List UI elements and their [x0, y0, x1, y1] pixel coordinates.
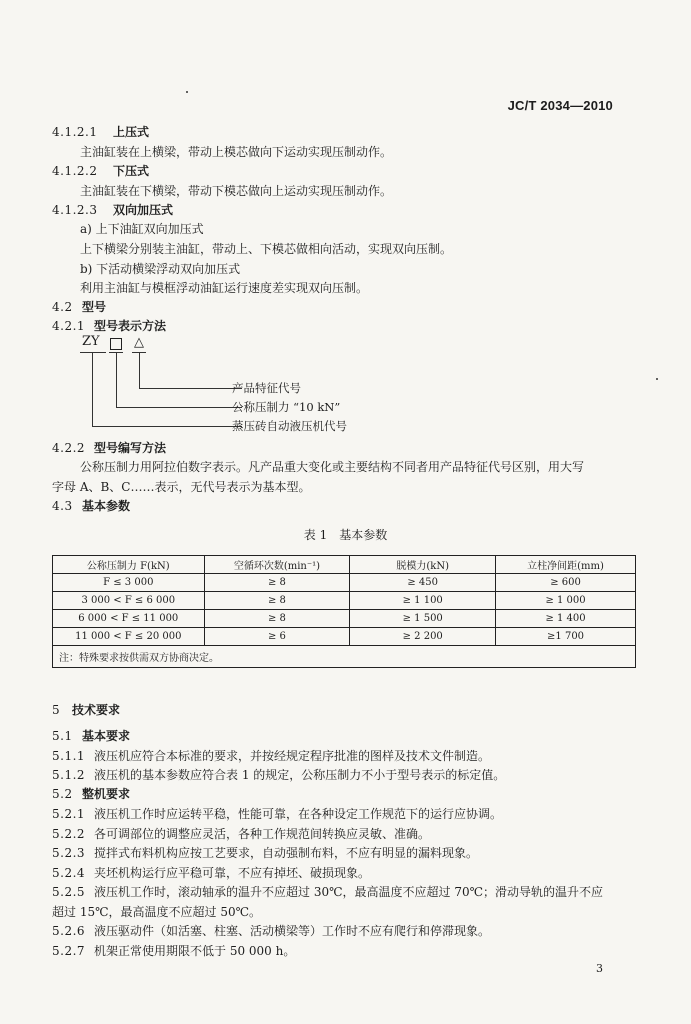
heading-5: 5 技术要求	[52, 703, 121, 717]
label-machine-code: 蒸压砖自动液压机代号	[232, 419, 347, 433]
heading-4122: 4.1.2.2 下压式	[52, 164, 150, 178]
table-cell: ≥ 1 500	[350, 610, 496, 628]
clause-526: 5.2.6 液压驱动件（如活塞、柱塞、活动横梁等）工作时不应有爬行和停滞现象。	[52, 924, 491, 938]
leader-feature-horizontal	[139, 388, 242, 389]
table-cell: ≥ 2 200	[350, 628, 496, 646]
clause-524: 5.2.4 夹坯机构运行应平稳可靠，不应有掉坯、破损现象。	[52, 866, 371, 880]
table-cell: ≥ 450	[350, 574, 496, 592]
leader-machine-horizontal	[92, 426, 242, 427]
leader-force-vertical	[116, 353, 117, 407]
table-cell: ≥ 1 000	[496, 592, 636, 610]
table-row	[53, 610, 636, 628]
feature-placeholder-triangle: △	[134, 335, 144, 350]
table-cell: ≥ 600	[496, 574, 636, 592]
leader-feature-vertical	[139, 353, 140, 388]
clause-525: 5.2.5 液压机工作时，滚动轴承的温升不应超过 30℃，最高温度不应超过 70℃；滑动导轨的温升不应	[52, 885, 604, 899]
list-item-b: b) 下活动横梁浮动双向加压式	[80, 262, 241, 276]
table-row	[53, 592, 636, 610]
clause-525-continued: 超过 15℃，最高温度不应超过 50℃。	[52, 905, 262, 919]
model-code-diagram	[80, 332, 400, 442]
paragraph-b: 利用主油缸与模框浮动油缸运行速度差实现双向压制。	[80, 281, 369, 295]
paragraph-4122: 主油缸装在下横梁，带动下模芯做向上运动实现压制动作。	[80, 184, 393, 198]
force-placeholder-box	[110, 338, 122, 350]
heading-51: 5.1 基本要求	[52, 729, 131, 743]
table-note-row	[53, 646, 636, 668]
label-nominal-force: 公称压制力 “10 kN”	[232, 400, 341, 414]
table-cell: ≥ 6	[204, 628, 350, 646]
table-row	[53, 574, 636, 592]
table-header-cell: 公称压制力 F(kN)	[53, 556, 205, 574]
table-cell: 6 000 < F ≤ 11 000	[53, 610, 205, 628]
underline-prefix	[80, 352, 106, 353]
table-cell: ≥ 1 400	[496, 610, 636, 628]
standard-code: JC/T 2034—2010	[507, 98, 613, 113]
table-cell: ≥ 8	[204, 574, 350, 592]
clause-523: 5.2.3 搅拌式布料机构应按工艺要求，自动强制布料，不应有明显的漏料现象。	[52, 846, 479, 860]
table-cell: ≥1 700	[496, 628, 636, 646]
table-header-cell: 立柱净间距(mm)	[496, 556, 636, 574]
table-cell: F ≤ 3 000	[53, 574, 205, 592]
clause-521: 5.2.1 液压机工作时应运转平稳，性能可靠，在各种设定工作规范下的运行应协调。	[52, 807, 503, 821]
table-cell: ≥ 1 100	[350, 592, 496, 610]
heading-422: 4.2.2 型号编写方法	[52, 441, 167, 455]
table-header-cell: 脱模力(kN)	[350, 556, 496, 574]
heading-42: 4.2 型号	[52, 300, 107, 314]
leader-force-horizontal	[116, 407, 242, 408]
table-cell: 3 000 < F ≤ 6 000	[53, 592, 205, 610]
paragraph-4121: 主油缸装在上横梁，带动上模芯做向下运动实现压制动作。	[80, 145, 393, 159]
paragraph-422-line1: 公称压制力用阿拉伯数字表示。凡产品重大变化或主要结构不同者用产品特征代号区别，用大写	[80, 460, 585, 474]
model-prefix: ZY	[82, 334, 100, 349]
table-header-row	[53, 556, 636, 574]
clause-527: 5.2.7 机架正常使用期限不低于 50 000 h。	[52, 944, 296, 958]
scan-speck	[186, 91, 188, 93]
table-row	[53, 628, 636, 646]
basic-parameters-table	[52, 555, 636, 668]
heading-4121: 4.1.2.1 上压式	[52, 125, 150, 139]
table-header-cell: 空循环次数(min⁻¹)	[204, 556, 350, 574]
table-caption: 表 1 基本参数	[303, 528, 388, 542]
heading-52: 5.2 整机要求	[52, 787, 131, 801]
paragraph-a: 上下横梁分别装主油缸，带动上、下模芯做相向活动，实现双向压制。	[80, 242, 453, 256]
table-cell: ≥ 8	[204, 610, 350, 628]
table-cell: ≥ 8	[204, 592, 350, 610]
table-cell: 11 000 < F ≤ 20 000	[53, 628, 205, 646]
scan-speck	[656, 378, 658, 380]
clause-511: 5.1.1 液压机应符合本标准的要求，并按经规定程序批准的图样及技术文件制造。	[52, 749, 491, 763]
clause-512: 5.1.2 液压机的基本参数应符合表 1 的规定，公称压制力不小于型号表示的标定值。	[52, 768, 506, 782]
clause-522: 5.2.2 各可调部位的调整应灵活，各种工作规范间转换应灵敏、准确。	[52, 827, 431, 841]
heading-4123: 4.1.2.3 双向加压式	[52, 203, 174, 217]
label-feature-code: 产品特征代号	[232, 381, 301, 395]
table-note: 注：特殊要求按供需双方协商决定。	[53, 646, 636, 668]
heading-421: 4.2.1 型号表示方法	[52, 319, 167, 333]
page-number: 3	[596, 962, 603, 975]
heading-43: 4.3 基本参数	[52, 499, 131, 513]
list-item-a: a) 上下油缸双向加压式	[80, 222, 204, 236]
leader-machine-vertical	[92, 353, 93, 426]
paragraph-422-line2: 字母 A、B、C……表示，无代号表示为基本型。	[52, 480, 311, 494]
